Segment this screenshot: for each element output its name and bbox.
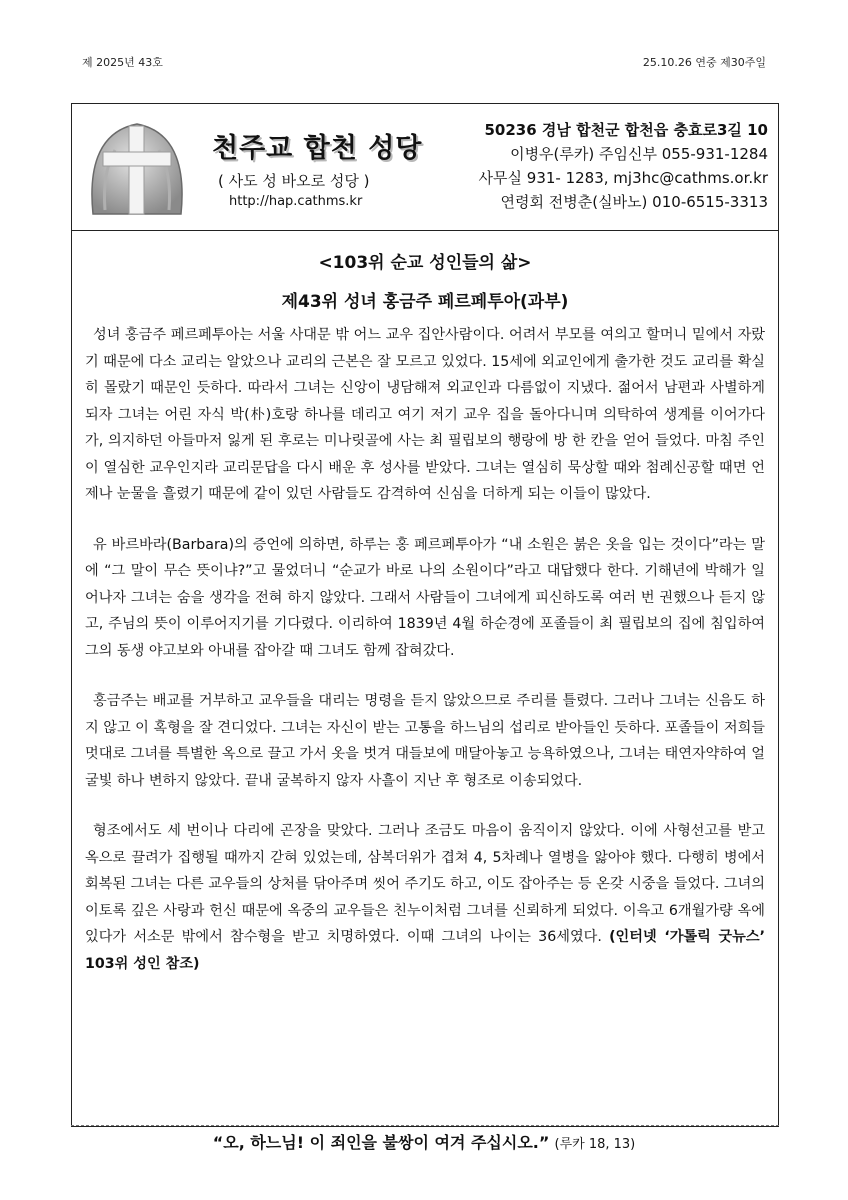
church-url: http://hap.cathms.kr [229, 194, 363, 209]
priest-contact: 이병우(루카) 주임신부 055-931-1284 [510, 145, 768, 163]
bible-reference: (루카 18, 13) [554, 1137, 636, 1152]
issue-number: 제 2025년 43호 [82, 56, 163, 69]
article-paragraph: 홍금주는 배교를 거부하고 교우들을 대리는 명령을 듣지 않았으므로 주리를 틀렸다. 그러나 그녀는 신음도 하지 않고 이 혹형을 잘 견디었다. 그녀는 자신이 받는 고통을 하느님의 섭리로 받아들인 듯하다. 포졸들이 저희들 멋대로 그녀를 특별한 옥으로 끌고 가서 옷을 벗겨 대들보에 매달아놓고 능욕하였으나, 그녀는 태연자약하여 얼굴빛 하나 변하지 않았다. 끝내 굴복하지 않자 사흘이 지난 후 형조로 이송되었다. [85, 693, 765, 789]
series-title: <103위 순교 성인들의 삶> [318, 253, 532, 273]
footer-verse [0, 1130, 848, 1153]
church-subtitle: ( 사도 성 바오로 성당 ) [218, 172, 370, 190]
bible-quote: “오, 하느님! 이 죄인을 불쌍이 여겨 주십시오.” [212, 1133, 550, 1152]
bulletin-header [72, 104, 778, 231]
article-paragraph: 성녀 홍금주 페르페투아는 서울 사대문 밖 어느 교우 집안사람이다. 어려서 부모를 여의고 할머니 밑에서 자랐기 때문에 다소 교리는 알았으나 교리의 근본은 잘 모르고 있었다. 15세에 외교인에게 출가한 것도 교리를 확실히 몰랐기 때문인 듯하다. 따라서 그녀는 신앙이 냉담해져 외교인과 다름없이 지냈다. 젊어서 남편과 사별하게 되자 그녀는 어린 자식 박(朴)호랑 하나를 데리고 여기 저기 교우 집을 돌아다니며 의탁하여 생계를 이어가다가, 의지하던 아들마저 잃게 된 후로는 미나릿골에 사는 최 필립보의 행랑에 방 한 칸을 얻어 들었다. 마침 주인이 열심한 교우인지라 교리문답을 다시 배운 후 성사를 받았다. 그녀는 열심히 묵상할 때와 첨례신공할 때면 언제나 눈물을 흘렸기 때문에 같이 있던 사람들도 감격하여 신심을 더하게 되는 이들이 많았다. [85, 327, 765, 502]
footer-divider [71, 1125, 779, 1126]
church-logo-icon [85, 114, 189, 218]
paragraph-text: 형조에서도 세 번이나 다리에 곤장을 맞았다. 그러나 조금도 마음이 움직이지 않았다. 이에 사형선고를 받고 옥으로 끌려가 집행될 때까지 갇혀 있었는데, 삼복더위가 겹쳐 4, 5차례나 열병을 앓아야 했다. 다행히 병에서 회복된 그녀는 다른 교우들의 상처를 닦아주며 씻어 주기도 하고, 이도 잡아주는 등 온갖 시중을 들었다. 그녀의 이토록 깊은 사랑과 헌신 때문에 옥중의 교우들은 친누이처럼 그녀를 신뢰하게 되었다. 이윽고 6개월가량 옥에 있다가 서소문 밖에서 참수형을 받고 치명하였다. 이때 그녀의 나이는 36세였다. [85, 823, 765, 945]
article [72, 230, 778, 977]
article-paragraph [85, 818, 765, 977]
article-paragraph: 유 바르바라(Barbara)의 증언에 의하면, 하루는 홍 페르페투아가 “내 소원은 붉은 옷을 입는 것이다”라는 말에 “그 말이 무슨 뜻이냐?”고 물었더니 “순교가 바로 나의 소원이다”라고 대답했다 한다. 기해년에 박해가 일어나자 그녀는 숨을 생각을 전혀 하지 않았다. 그래서 사람들이 그녀에게 피신하도록 여러 번 권했으나 듣지 않고, 주님의 뜻이 이루어지기를 기다렸다. 이리하여 1839년 4월 하순경에 포졸들이 최 필립보의 집에 침입하여 그의 동생 야고보와 아내를 잡아갈 때 그녀도 함께 잡혀갔다. [85, 536, 765, 659]
issue-date: 25.10.26 연중 제30주일 [642, 56, 766, 69]
church-name: 천주교 합천 성당 [212, 133, 423, 164]
office-contact: 사무실 931- 1283, mj3hc@cathms.or.kr [478, 169, 768, 187]
church-address: 50236 경남 합천군 합천읍 충효로3길 10 [484, 121, 768, 139]
contact-info [479, 118, 768, 214]
source-citation: (인터넷 ‘가톨릭 굿뉴스’ 103위 성인 참조) [85, 929, 765, 972]
saint-title: 제43위 성녀 홍금주 페르페투아(과부) [281, 292, 569, 312]
council-contact: 연령회 전병춘(실바노) 010-6515-3313 [500, 193, 768, 211]
bulletin-frame [71, 103, 779, 1127]
